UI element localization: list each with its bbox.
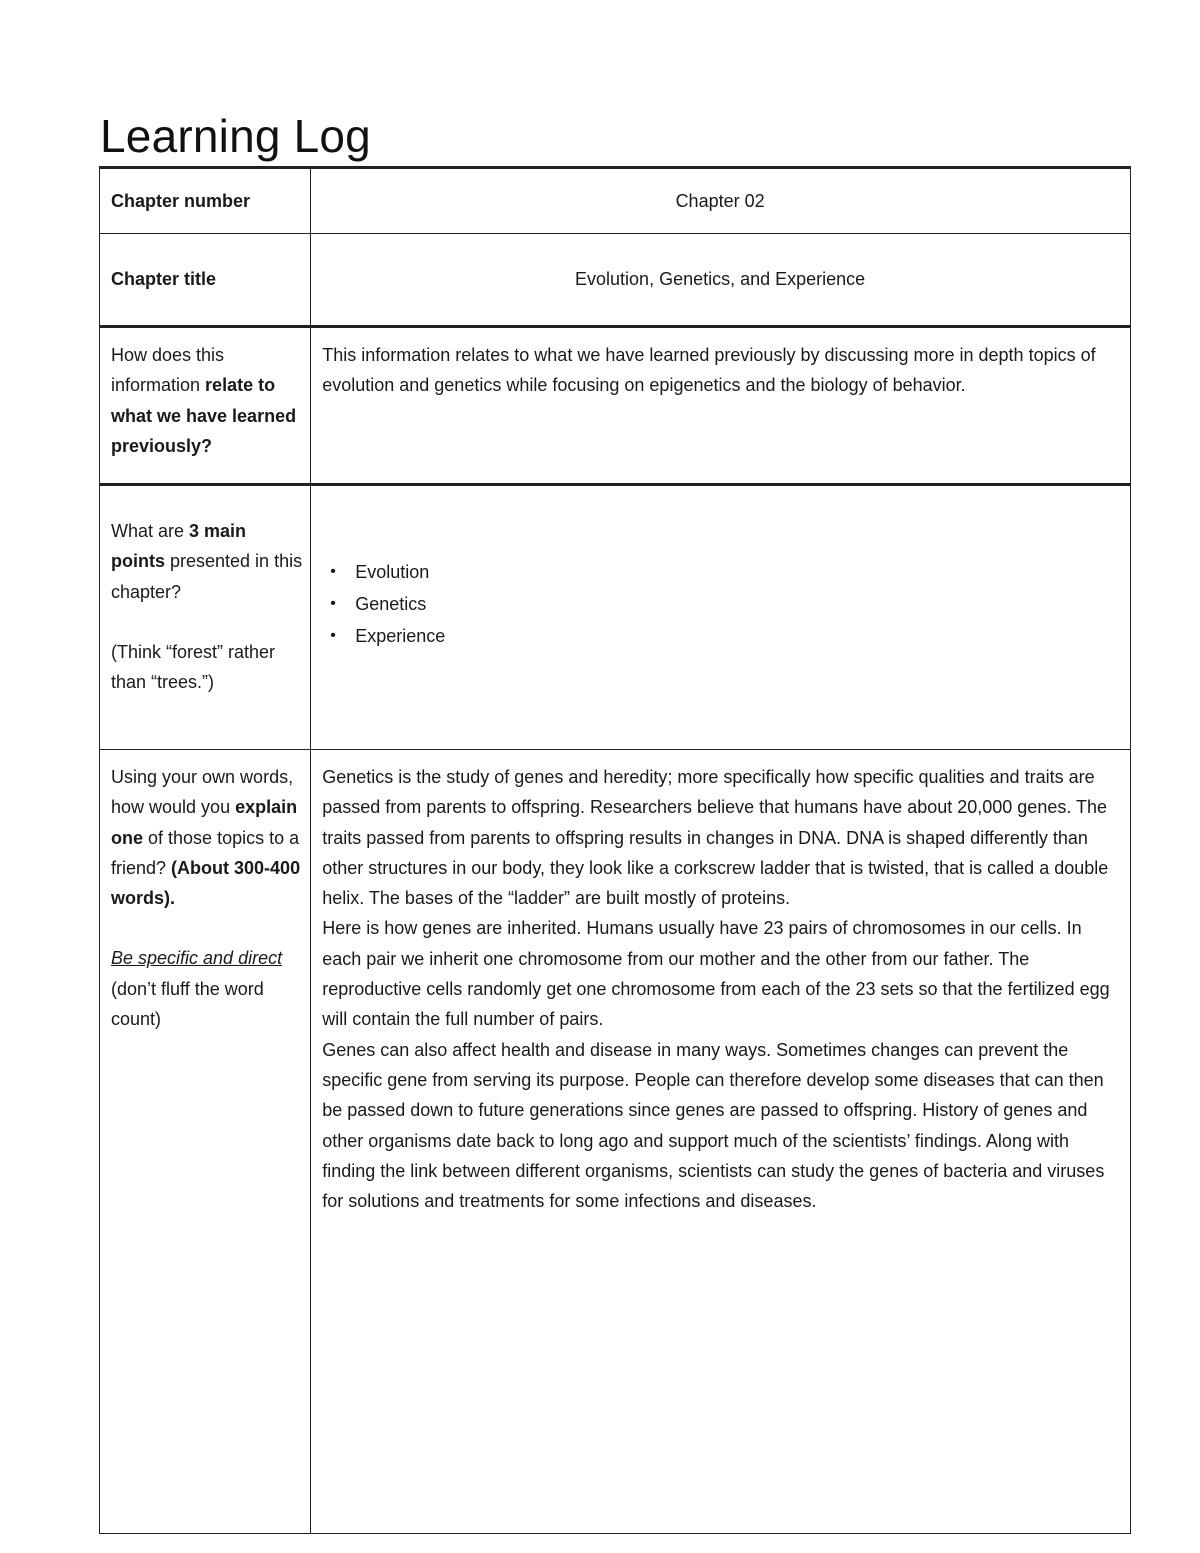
bullet-icon: • [330, 627, 336, 644]
table-row-main-points [100, 485, 1131, 750]
main-point-experience: Experience [355, 626, 446, 646]
main-point-genetics: Genetics [355, 594, 427, 614]
explain-note: (don’t fluff the word count) [111, 978, 264, 1030]
main-points-label-part2: presented in this chapter? [111, 551, 303, 602]
relate-answer-text: This information relates to what we have learned previously by discussing more in depth topics of evolution and genetics while focusing on epigenetics and the biology of behavior. [322, 345, 1096, 396]
main-points-label-bold: 3 main points [111, 521, 247, 572]
main-points-answer [311, 485, 1131, 750]
main-points-list [322, 556, 1118, 652]
relate-question-bold: relate to what we have learned previously? [111, 375, 297, 456]
page-title: Learning Log [100, 110, 371, 162]
list-item [330, 588, 1118, 620]
chapter-title-label: Chapter title [100, 234, 311, 327]
main-points-question-text [111, 516, 302, 607]
relate-question-text: How does this information [111, 345, 225, 396]
explain-paragraph-2: Here is how genes are inherited. Humans usually have 23 pairs of chromosomes in our cells. In each pair we inherit one chromosome from our mother and the other from our father. The reproductive cells randomly get one chromosome from each of the 23 sets so that the fertilized egg will contain the full number of pairs. [322, 918, 1110, 1030]
explain-emphasis: Be specific and direct [111, 948, 283, 969]
table-row-chapter-number [100, 168, 1131, 234]
main-points-label-part1: What are [111, 521, 190, 541]
bullet-icon: • [330, 563, 336, 580]
explain-question-text [111, 762, 302, 913]
relate-answer [311, 327, 1131, 485]
main-points-question [100, 485, 311, 750]
table-row-explain [100, 750, 1131, 1534]
bullet-icon: • [330, 595, 336, 612]
chapter-title-value: Evolution, Genetics, and Experience [311, 234, 1131, 327]
chapter-number-value: Chapter 02 [311, 168, 1131, 234]
list-item [330, 556, 1118, 588]
explain-label-part1: Using your own words, how would you [111, 767, 294, 818]
explain-question [100, 750, 311, 1534]
main-points-note: (Think “forest” rather than “trees.”) [111, 641, 276, 693]
explain-label-bold2: (About 300-400 words). [111, 857, 301, 909]
table-row-relate [100, 327, 1131, 485]
chapter-number-label: Chapter number [100, 168, 311, 234]
list-item [330, 620, 1118, 652]
explain-label-bold1: explain one [111, 797, 298, 848]
explain-paragraph-1: Genetics is the study of genes and heredity; more specifically how specific qualities and traits are passed from parents to offspring. Researchers believe that humans have about 20,000 genes. The traits passed from parents to offspring results in changes in DNA. DNA is shaped differently than other structures in our body, they look like a corkscrew ladder that is twisted, that is called a double helix. The bases of the “ladder” are built mostly of proteins. [322, 767, 1109, 909]
learning-log-table [99, 166, 1131, 1534]
explain-label-part2: of those topics to a friend? [111, 827, 300, 878]
relate-question [100, 327, 311, 485]
explain-paragraph-3: Genes can also affect health and disease in many ways. Sometimes changes can prevent the specific gene from serving its purpose. People can therefore develop some diseases that can then be passed down to future generations since genes are passed to offspring. History of genes and other organisms date back to long ago and support much of the scientists’ findings. Along with finding the link between different organisms, scientists can study the genes of bacteria and viruses for solutions and treatments for some infections and diseases. [322, 1039, 1105, 1212]
explain-answer [311, 750, 1131, 1534]
table-row-chapter-title [100, 234, 1131, 327]
main-point-evolution: Evolution [355, 562, 430, 582]
